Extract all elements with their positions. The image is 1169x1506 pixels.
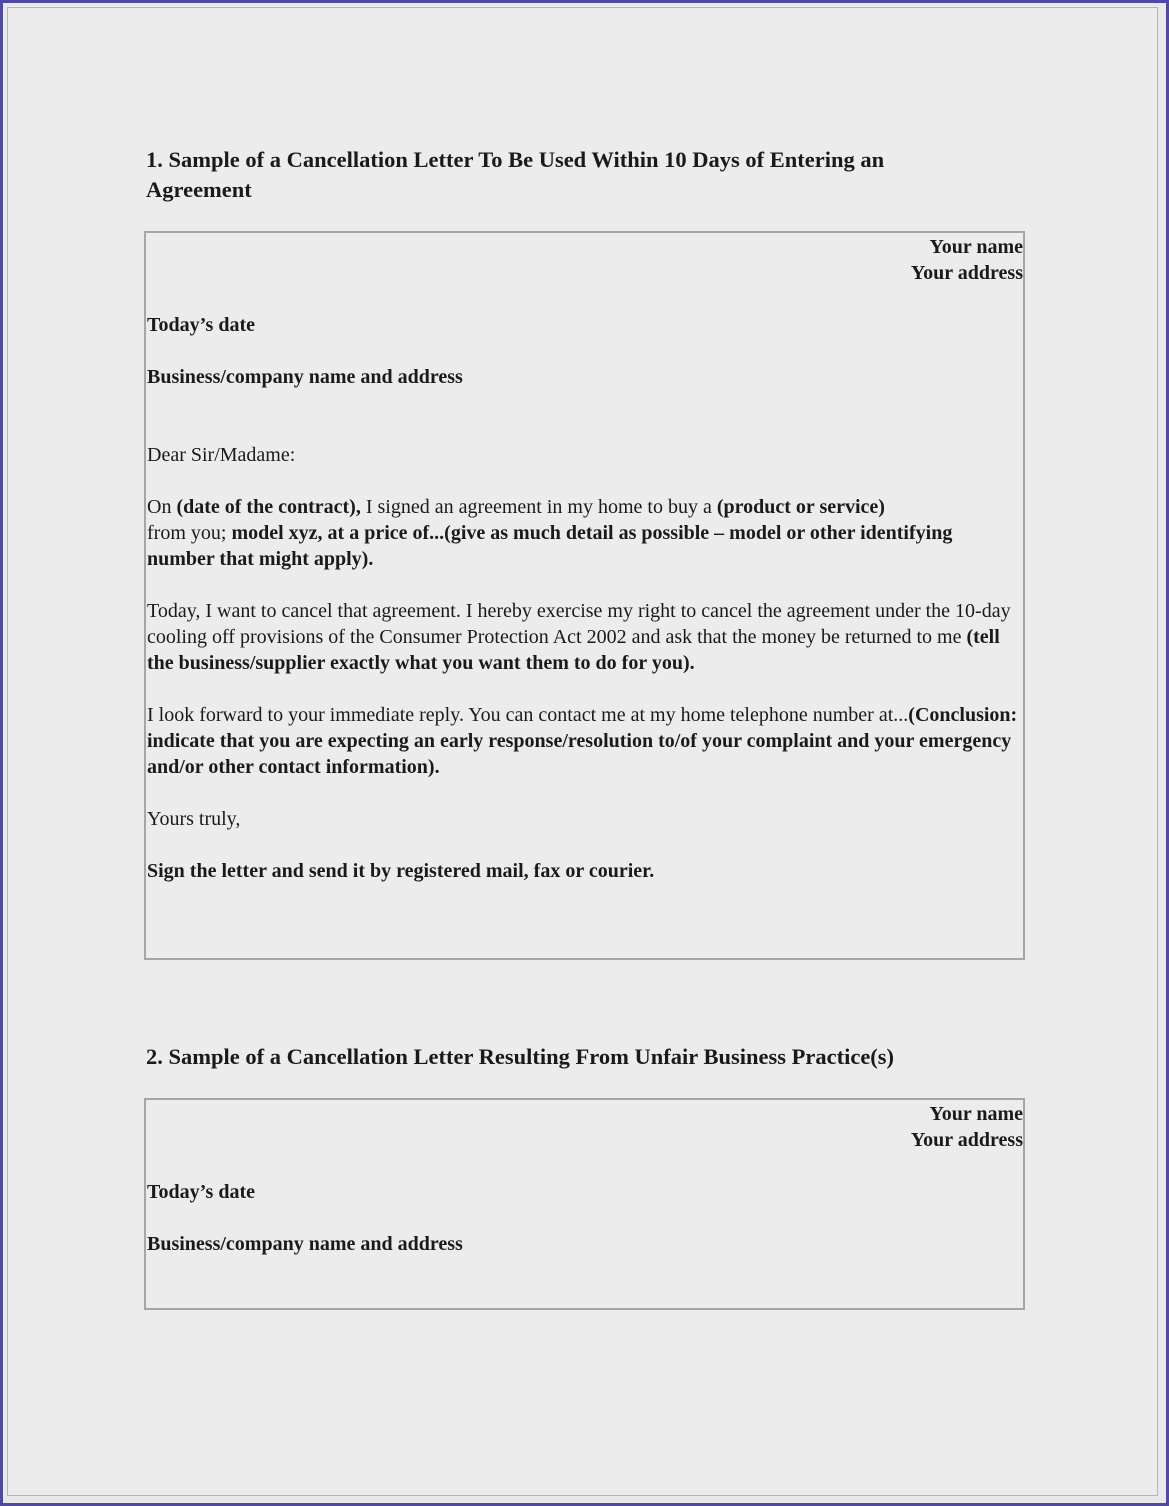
p1-text2: I signed an agreement in my home to buy a: [360, 496, 717, 518]
p3-text1: I look forward to your immediate reply. You can contact me at my home telephone number at...: [147, 704, 909, 726]
p1-text1: On: [147, 496, 177, 518]
p1-bold3: model xyz, at a price of...(give as much detail as possible – model or other identifying number that might apply).: [147, 522, 953, 570]
section1-heading-line1: 1. Sample of a Cancellation Letter To Be Used Within 10 Days of Entering an: [146, 147, 885, 172]
business-address-2: Business/company name and address: [147, 1233, 463, 1255]
section1-heading-line2: Agreement: [146, 177, 252, 202]
p1-bold2: (product or service): [716, 496, 885, 518]
p2-text1: Today, I want to cancel that agreement. I hereby exercise my right to cancel the agreement under the 10-day cooling off provisions of the Consumer Protection Act 2002 and ask that the money be returned to me: [147, 600, 1011, 648]
sender-name: Your name: [929, 236, 1023, 258]
paragraph-contract: [147, 494, 1023, 572]
p1-text3: from you;: [147, 522, 232, 544]
paragraph-reply: [147, 702, 1023, 780]
sender-address-2: Your address: [910, 1129, 1023, 1151]
salutation: Dear Sir/Madame:: [147, 444, 296, 466]
section2-letter-box: [144, 1098, 1025, 1310]
p2-bold1: (tell the business/supplier exactly what you want them to do for you).: [147, 626, 1000, 674]
section2-heading: 2. Sample of a Cancellation Letter Resulting From Unfair Business Practice(s): [146, 1044, 895, 1069]
section1-heading: [146, 145, 1026, 205]
paragraph-cancel: [147, 598, 1023, 676]
sender-block: [147, 233, 1023, 286]
sender-name-2: Your name: [929, 1103, 1023, 1125]
section1-letter-box: [144, 231, 1025, 960]
todays-date-2: Today’s date: [147, 1181, 255, 1203]
sign-instruction: Sign the letter and send it by registered mail, fax or courier.: [147, 860, 655, 882]
closing: Yours truly,: [147, 808, 241, 830]
p3-bold1: (Conclusion: indicate that you are expecting an early response/resolution to/of your complaint and your emergency and/or other contact information).: [147, 704, 1018, 778]
p1-bold1: (date of the contract),: [176, 496, 361, 518]
sender-address: Your address: [910, 262, 1023, 284]
sender-block-2: [147, 1100, 1023, 1153]
todays-date: Today’s date: [147, 314, 255, 336]
business-address: Business/company name and address: [147, 366, 463, 388]
